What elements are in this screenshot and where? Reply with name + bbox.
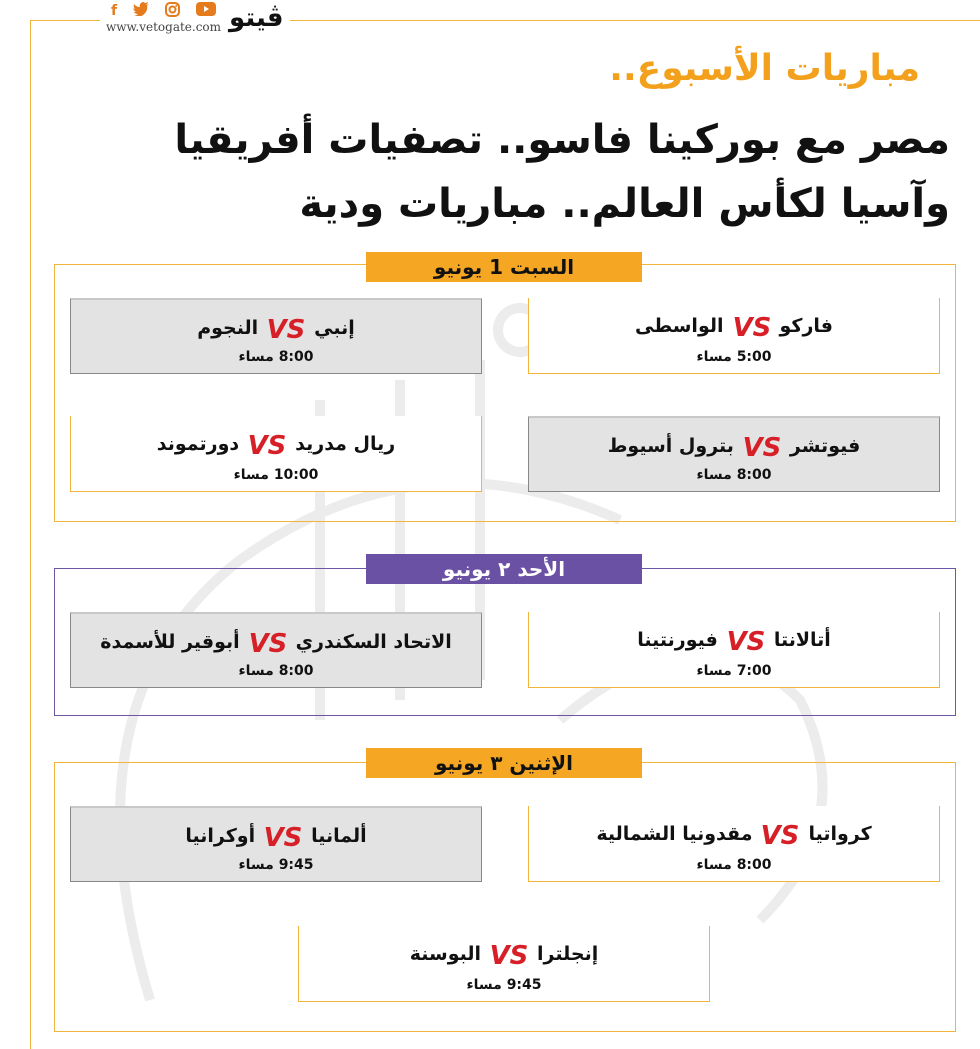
- kicker-title: مباريات الأسبوع..: [609, 48, 920, 89]
- vs-icon: [248, 622, 288, 662]
- away-team: مقدونيا الشمالية: [596, 823, 753, 845]
- home-team: ريال مدريد: [295, 433, 396, 455]
- svg-text:VS: VS: [726, 627, 766, 657]
- svg-text:VS: VS: [247, 431, 287, 461]
- away-team: البوسنة: [409, 943, 482, 965]
- site-logo[interactable]: ڤيتو: [229, 3, 284, 33]
- vs-icon: [489, 934, 529, 974]
- match-time: 9:45 مساء: [238, 857, 314, 873]
- away-team: الواسطى: [635, 315, 724, 337]
- match-card: [528, 298, 940, 374]
- twitter-icon[interactable]: [133, 2, 149, 20]
- home-team: فيوتشر: [789, 435, 861, 457]
- svg-text:VS: VS: [761, 821, 800, 851]
- svg-text:VS: VS: [263, 823, 303, 853]
- match-time: 9:45 مساء: [466, 977, 542, 993]
- match-card: [528, 806, 940, 882]
- day-label-2: الأحد ٢ يونيو: [366, 554, 642, 584]
- match-time: 8:00 مساء: [696, 857, 772, 873]
- home-team: إنجلترا: [537, 943, 599, 965]
- away-team: النجوم: [197, 317, 259, 339]
- away-team: أوكرانيا: [185, 825, 256, 847]
- match-time: 8:00 مساء: [238, 663, 314, 679]
- match-time: 10:00 مساء: [233, 467, 319, 483]
- svg-text:VS: VS: [742, 433, 782, 463]
- day-label-1: السبت 1 يونيو: [366, 252, 642, 282]
- match-card: [528, 612, 940, 688]
- match-card: [70, 298, 482, 374]
- match-time: 7:00 مساء: [696, 663, 772, 679]
- social-block: [106, 2, 221, 34]
- away-team: بترول أسيوط: [607, 435, 734, 457]
- home-team: فاركو: [779, 315, 833, 337]
- youtube-icon[interactable]: [196, 2, 216, 20]
- svg-text:VS: VS: [489, 941, 529, 971]
- vs-icon: [742, 426, 782, 466]
- match-card: [70, 806, 482, 882]
- match-card: [70, 416, 482, 492]
- home-team: الاتحاد السكندري: [295, 631, 452, 653]
- away-team: دورتموند: [156, 433, 240, 455]
- facebook-icon[interactable]: f: [110, 3, 118, 19]
- match-card: [528, 416, 940, 492]
- vs-icon: [760, 814, 800, 854]
- match-time: 5:00 مساء: [696, 349, 772, 365]
- vs-icon: [266, 308, 306, 348]
- vs-icon: [726, 620, 766, 660]
- instagram-icon[interactable]: [165, 2, 180, 21]
- home-team: كرواتيا: [808, 823, 872, 845]
- home-team: إنبي: [314, 317, 355, 339]
- svg-text:VS: VS: [732, 313, 771, 343]
- vs-icon: [247, 424, 287, 464]
- page-title: مصر مع بوركينا فاسو.. تصفيات أفريقيا وآسيا لكأس العالم.. مباريات ودية: [174, 117, 950, 227]
- day-label-3: الإثنين ٣ يونيو: [366, 748, 642, 778]
- vs-icon: [263, 816, 303, 856]
- away-team: فيورنتينا: [637, 629, 718, 651]
- match-time: 8:00 مساء: [696, 467, 772, 483]
- match-card: [298, 926, 710, 1002]
- svg-text:VS: VS: [248, 629, 288, 659]
- site-url[interactable]: www.vetogate.com: [106, 20, 222, 34]
- away-team: أبوقير للأسمدة: [100, 631, 240, 653]
- home-team: ألمانيا: [311, 825, 367, 847]
- header-bar: [100, 0, 290, 36]
- vs-icon: [732, 306, 772, 346]
- svg-text:VS: VS: [266, 315, 306, 345]
- home-team: أتالانتا: [773, 629, 831, 651]
- match-time: 8:00 مساء: [238, 349, 314, 365]
- match-card: [70, 612, 482, 688]
